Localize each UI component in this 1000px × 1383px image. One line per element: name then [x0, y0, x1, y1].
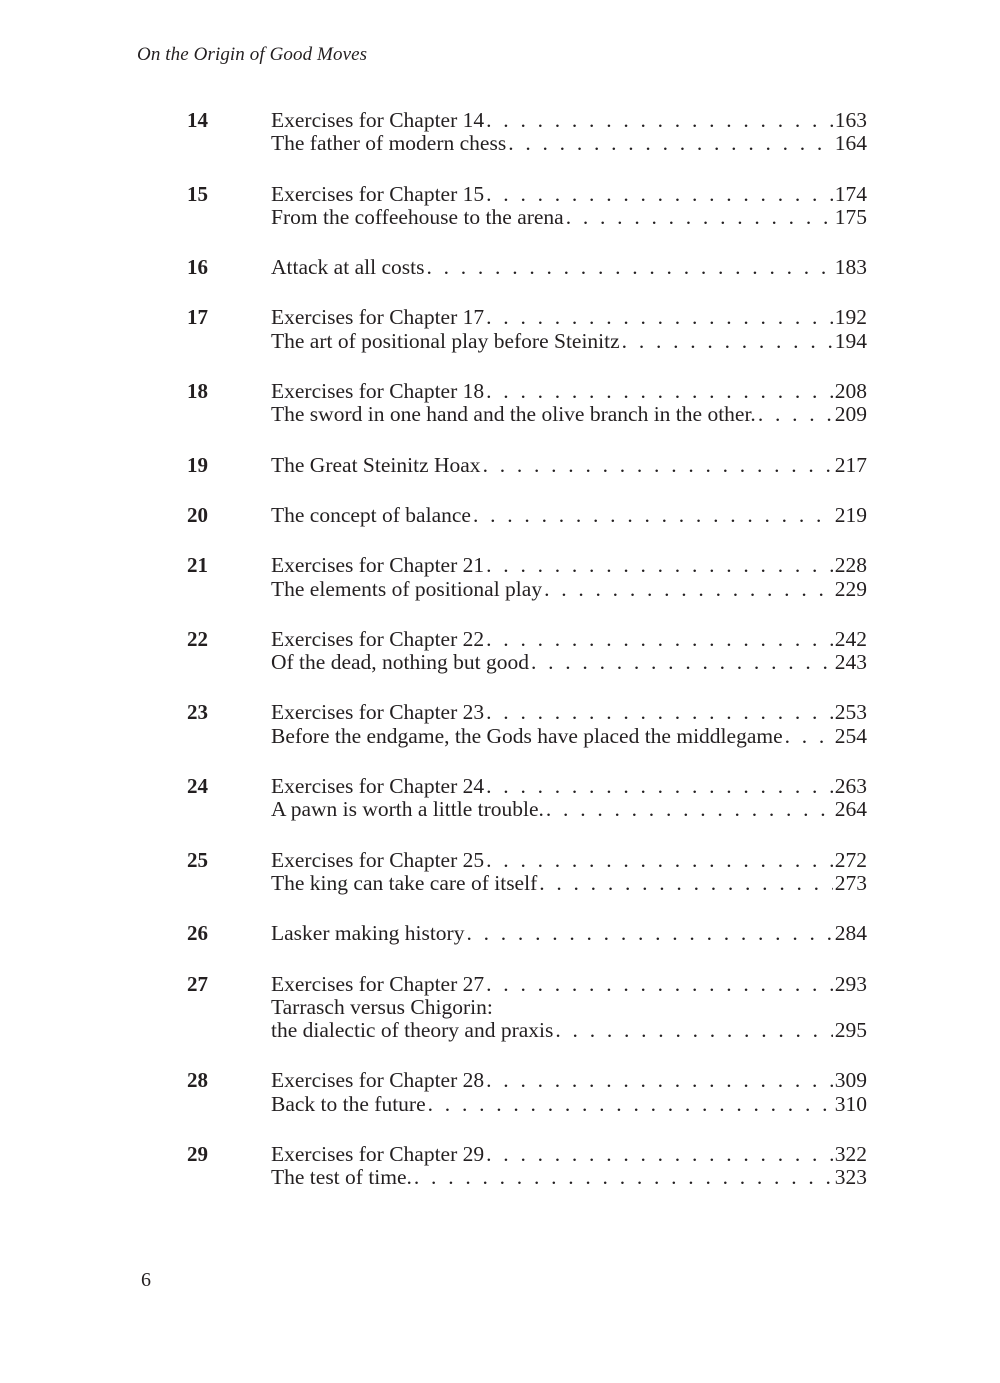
toc-entry[interactable]	[271, 1093, 867, 1116]
chapter-number: 23	[187, 700, 208, 725]
entry-page-number: 229	[834, 576, 867, 601]
entry-page-number: 243	[834, 650, 867, 675]
entry-title: Exercises for Chapter 29	[271, 1142, 485, 1167]
toc-chapter	[187, 109, 867, 156]
toc-entry[interactable]	[271, 849, 867, 872]
toc-entry[interactable]	[271, 403, 867, 426]
toc-entry[interactable]	[271, 306, 867, 329]
entry-title: Lasker making history	[271, 921, 465, 946]
toc-entry[interactable]	[271, 132, 867, 155]
entry-title: Of the dead, nothing but good	[271, 650, 529, 675]
page-number: 6	[141, 1269, 151, 1291]
entry-title: Exercises for Chapter 17	[271, 305, 485, 330]
entry-page-number: 217	[834, 452, 867, 477]
entry-title: Exercises for Chapter 18	[271, 379, 485, 404]
toc-chapter	[187, 628, 867, 675]
dot-leader	[486, 1143, 833, 1166]
dot-leader	[486, 701, 833, 724]
toc-chapter	[187, 775, 867, 822]
entry-page-number: 163	[834, 108, 867, 132]
chapter-number: 16	[187, 255, 208, 280]
chapter-number: 22	[187, 626, 208, 651]
entry-page-number: 323	[834, 1165, 867, 1190]
entry-page-number: 208	[834, 379, 867, 404]
entry-page-number: 219	[834, 502, 867, 527]
dot-leader	[785, 725, 833, 748]
chapter-number: 21	[187, 553, 208, 578]
entry-page-number: 273	[834, 870, 867, 895]
entry-page-number: 242	[834, 626, 867, 651]
chapter-number: 28	[187, 1068, 208, 1093]
dot-leader	[758, 403, 833, 426]
dot-leader	[486, 109, 833, 132]
dot-leader	[428, 1093, 833, 1116]
toc-entry[interactable]	[271, 330, 867, 353]
entry-title: A pawn is worth a little trouble.	[271, 797, 544, 822]
entry-title: The art of positional play before Steinitz	[271, 328, 620, 353]
entry-title: The concept of balance	[271, 502, 471, 527]
dot-leader	[473, 504, 833, 527]
entry-page-number: 310	[834, 1091, 867, 1116]
entry-title: The Great Steinitz Hoax	[271, 452, 481, 477]
entry-title: Before the endgame, the Gods have placed the middlegame	[271, 723, 783, 748]
chapter-number: 19	[187, 452, 208, 477]
toc-entry[interactable]	[271, 554, 867, 577]
running-head: On the Origin of Good Moves	[137, 44, 368, 65]
dot-leader	[486, 628, 833, 651]
toc-chapter	[187, 1069, 867, 1116]
entry-page-number: 264	[834, 797, 867, 822]
toc-entry[interactable]	[271, 256, 867, 279]
dot-leader	[508, 132, 833, 155]
chapter-number: 14	[187, 108, 208, 132]
dot-leader	[414, 1166, 833, 1189]
entry-page-number: 272	[834, 847, 867, 872]
dot-leader	[426, 256, 832, 279]
entry-title: Exercises for Chapter 24	[271, 774, 485, 799]
chapter-number: 20	[187, 502, 208, 527]
entry-page-number: 293	[834, 971, 867, 996]
toc-entry[interactable]	[271, 1143, 867, 1166]
entry-title: The sword in one hand and the olive branch in the other.	[271, 402, 756, 427]
entry-title: Exercises for Chapter 28	[271, 1068, 485, 1093]
toc-entry[interactable]	[271, 996, 867, 1019]
toc-entry[interactable]	[271, 775, 867, 798]
toc-chapter	[187, 849, 867, 896]
dot-leader	[531, 651, 833, 674]
toc-entry[interactable]	[271, 578, 867, 601]
dot-leader	[483, 454, 833, 477]
dot-leader	[486, 306, 833, 329]
toc-chapter	[187, 1143, 867, 1190]
entry-title: Exercises for Chapter 22	[271, 626, 485, 651]
entry-title: Exercises for Chapter 21	[271, 553, 485, 578]
toc-chapter	[187, 554, 867, 601]
entry-title: The test of time.	[271, 1165, 412, 1190]
entry-page-number: 322	[834, 1142, 867, 1167]
toc-entry[interactable]	[271, 380, 867, 403]
entry-page-number: 175	[834, 204, 867, 229]
dot-leader	[546, 798, 833, 821]
chapter-number: 25	[187, 847, 208, 872]
entry-page-number: 254	[834, 723, 867, 748]
entry-page-number: 295	[834, 1018, 867, 1043]
entry-page-number: 263	[834, 774, 867, 799]
entry-title: Exercises for Chapter 23	[271, 700, 485, 725]
table-of-contents	[187, 109, 867, 1217]
toc-chapter	[187, 380, 867, 427]
entry-title: From the coffeehouse to the arena	[271, 204, 564, 229]
toc-entry[interactable]	[271, 651, 867, 674]
toc-entry[interactable]	[271, 973, 867, 996]
dot-leader	[544, 578, 833, 601]
dot-leader	[486, 775, 833, 798]
dot-leader	[539, 872, 833, 895]
chapter-number: 24	[187, 774, 208, 799]
chapter-number: 27	[187, 971, 208, 996]
entry-title: the dialectic of theory and praxis	[271, 1018, 554, 1043]
entry-page-number: 194	[834, 328, 867, 353]
toc-chapter	[187, 504, 867, 527]
entry-page-number: 284	[834, 921, 867, 946]
entry-page-number: 164	[834, 131, 867, 156]
toc-chapter	[187, 256, 867, 279]
toc-entry[interactable]	[271, 109, 867, 132]
toc-chapter	[187, 454, 867, 477]
dot-leader	[566, 206, 833, 229]
entry-page-number: 174	[834, 181, 867, 206]
dot-leader	[622, 330, 833, 353]
entry-title: Exercises for Chapter 14	[271, 108, 485, 132]
chapter-number: 15	[187, 181, 208, 206]
entry-title: Tarrasch versus Chigorin:	[271, 994, 493, 1019]
entry-page-number: 209	[834, 402, 867, 427]
entry-page-number: 183	[834, 255, 867, 280]
toc-entry[interactable]	[271, 206, 867, 229]
toc-entry[interactable]	[271, 725, 867, 748]
entry-page-number: 309	[834, 1068, 867, 1093]
toc-chapter	[187, 973, 867, 1043]
entry-title: The elements of positional play	[271, 576, 543, 601]
entry-page-number: 228	[834, 553, 867, 578]
toc-entry[interactable]	[271, 504, 867, 527]
entry-title: Exercises for Chapter 15	[271, 181, 485, 206]
dot-leader	[486, 849, 833, 872]
dot-leader	[486, 183, 833, 206]
toc-entry[interactable]	[271, 628, 867, 651]
entry-page-number: 192	[834, 305, 867, 330]
toc-entry[interactable]	[271, 701, 867, 724]
chapter-number: 29	[187, 1142, 208, 1167]
dot-leader	[466, 922, 832, 945]
toc-entry[interactable]	[271, 872, 867, 895]
toc-entry[interactable]	[271, 1069, 867, 1092]
toc-entry[interactable]	[271, 1166, 867, 1189]
toc-chapter	[187, 306, 867, 353]
chapter-number: 26	[187, 921, 208, 946]
dot-leader	[555, 1019, 832, 1042]
chapter-number: 17	[187, 305, 208, 330]
entry-title: Back to the future	[271, 1091, 426, 1116]
dot-leader	[486, 554, 833, 577]
toc-entry[interactable]	[271, 922, 867, 945]
toc-entry[interactable]	[271, 798, 867, 821]
dot-leader	[486, 1069, 833, 1092]
entry-title: The father of modern chess	[271, 131, 507, 156]
entry-title: Exercises for Chapter 27	[271, 971, 485, 996]
toc-entry[interactable]	[271, 454, 867, 477]
entry-title: Exercises for Chapter 25	[271, 847, 485, 872]
dot-leader	[486, 380, 833, 403]
chapter-number: 18	[187, 379, 208, 404]
toc-entry[interactable]	[271, 1019, 867, 1042]
toc-entry[interactable]	[271, 183, 867, 206]
entry-title: The king can take care of itself	[271, 870, 538, 895]
entry-title: Attack at all costs	[271, 255, 425, 280]
toc-chapter	[187, 183, 867, 230]
dot-leader	[486, 973, 833, 996]
toc-chapter	[187, 922, 867, 945]
toc-chapter	[187, 701, 867, 748]
entry-page-number: 253	[834, 700, 867, 725]
